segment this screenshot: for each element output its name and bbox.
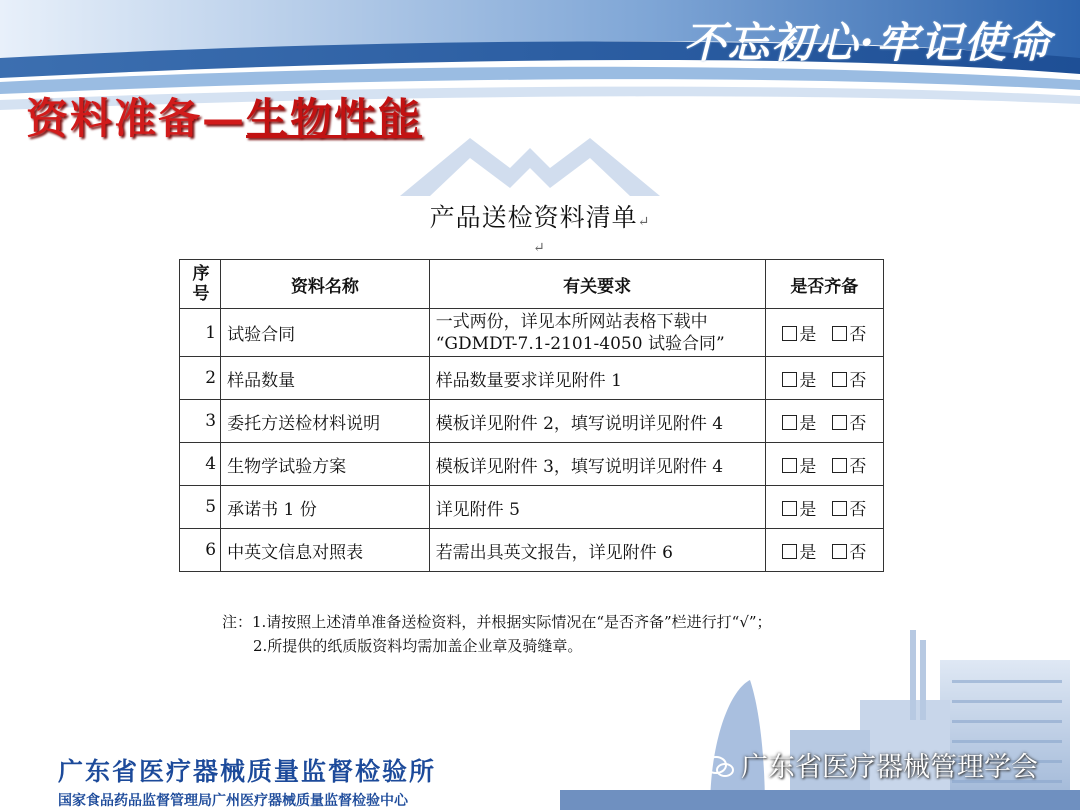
header-requirement: 有关要求 [429,260,765,309]
checkbox-icon [832,372,847,387]
option-yes-label: 是 [799,542,817,563]
slide-title-sub: 生物性能 [246,94,423,143]
note-2: 2.所提供的纸质版资料均需加盖企业章及骑缝章。 [253,637,583,655]
option-no-label: 否 [849,413,867,434]
checkbox-icon [782,415,797,430]
option-yes[interactable] [782,543,816,563]
checkbox-icon [832,326,847,341]
option-yes[interactable] [782,457,816,477]
table-row [180,309,884,357]
option-yes[interactable] [782,371,816,391]
table-row [180,529,884,572]
wechat-icon [705,755,735,779]
row-complete [765,443,883,486]
option-no-label: 否 [849,370,867,391]
option-no-label: 否 [849,456,867,477]
option-yes-label: 是 [799,325,817,345]
row-no: 3 [180,400,221,443]
option-yes[interactable] [782,414,816,434]
option-no[interactable] [832,543,866,563]
document-title [0,198,1080,234]
header-no: 序号 [180,260,221,309]
row-requirement: 详见附件 5 [429,486,765,529]
checkbox-icon [832,544,847,559]
checkbox-icon [782,544,797,559]
slogan: 不忘初心·牢记使命 [683,18,1052,67]
return-mark: ↵ [637,214,651,230]
option-no[interactable] [832,325,866,345]
row-complete [765,486,883,529]
watermark-logo [400,128,660,198]
row-no: 6 [180,529,221,572]
checkbox-icon [832,415,847,430]
wechat-watermark [705,745,1038,784]
option-yes-label: 是 [799,413,817,434]
row-requirement-line2: “GDMDT-7.1-2101-4050 试验合同” [435,333,725,354]
row-requirement: 若需出具英文报告，详见附件 6 [429,529,765,572]
row-complete [765,400,883,443]
checkbox-icon [832,458,847,473]
checkbox-icon [782,501,797,516]
row-requirement-line1: 一式两份，详见本所网站表格下载中 [435,311,708,332]
row-requirement: 模板详见附件 2，填写说明详见附件 4 [429,400,765,443]
row-name: 中英文信息对照表 [221,529,430,572]
table-row [180,400,884,443]
table-row [180,486,884,529]
row-no: 2 [180,357,221,400]
note-1: 注：1.请按照上述清单准备送检资料，并根据实际情况在“是否齐备”栏进行打“√”； [222,613,772,631]
row-name: 生物学试验方案 [221,443,430,486]
option-no[interactable] [832,500,866,520]
checklist-table [179,259,884,572]
option-yes[interactable] [782,325,816,345]
row-name: 承诺书 1 份 [221,486,430,529]
row-no: 5 [180,486,221,529]
table-row [180,443,884,486]
checkbox-icon [782,326,797,341]
slide-title-main: 资料准备— [26,94,247,143]
institute-subtitle: 国家食品药品监督管理局广州医疗器械质量监督检验中心 [58,793,408,809]
row-name: 委托方送检材料说明 [221,400,430,443]
row-no: 1 [180,309,221,357]
option-yes[interactable] [782,500,816,520]
table-header-row [180,260,884,309]
option-no-label: 否 [849,499,867,520]
option-no-label: 否 [849,542,867,563]
option-no[interactable] [832,457,866,477]
option-no[interactable] [832,414,866,434]
slide-title [26,86,422,146]
checkbox-icon [782,458,797,473]
row-requirement: 样品数量要求详见附件 1 [429,357,765,400]
option-yes-label: 是 [799,499,817,520]
option-yes-label: 是 [799,370,817,391]
return-mark: ↵ [533,240,545,256]
row-complete [765,529,883,572]
checkbox-icon [782,372,797,387]
institute-name: 广东省医疗器械质量监督检验所 [58,757,437,786]
row-requirement [429,309,765,357]
header-complete: 是否齐备 [765,260,883,309]
option-yes-label: 是 [799,456,817,477]
row-complete [765,309,883,357]
table-row [180,357,884,400]
footer-institute [58,752,436,810]
header-name: 资料名称 [221,260,430,309]
row-name: 试验合同 [221,309,430,357]
row-name: 样品数量 [221,357,430,400]
row-complete [765,357,883,400]
row-requirement: 模板详见附件 3，填写说明详见附件 4 [429,443,765,486]
checkbox-icon [832,501,847,516]
wechat-account-name: 广东省医疗器械管理学会 [741,752,1038,783]
document-title-text: 产品送检资料清单 [429,203,638,232]
row-no: 4 [180,443,221,486]
option-no-label: 否 [849,325,867,345]
option-no[interactable] [832,371,866,391]
